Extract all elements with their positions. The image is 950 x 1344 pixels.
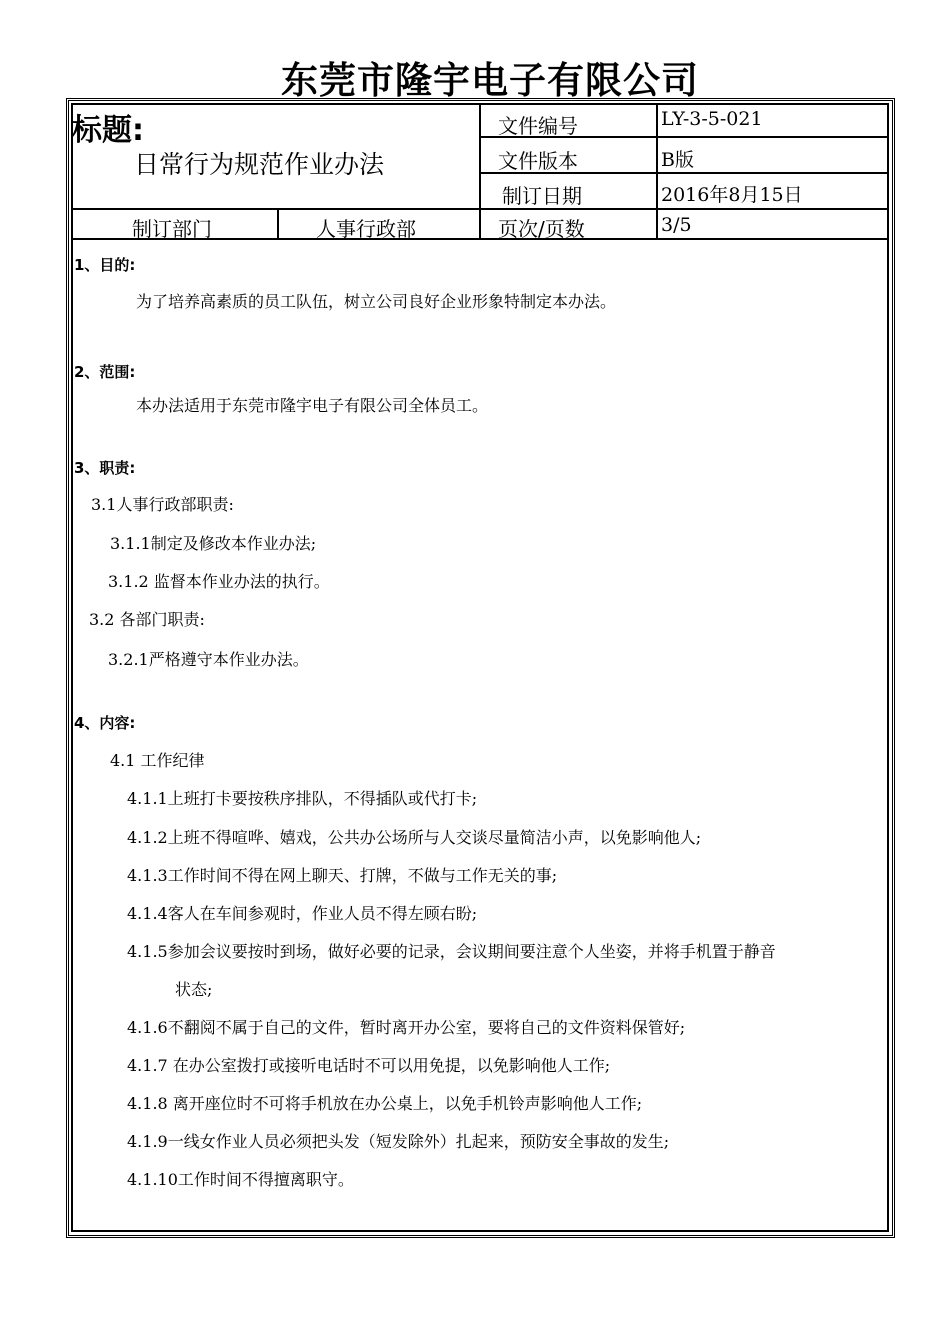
rule-item: 4.1.5参加会议要按时到场，做好必要的记录，会议期间要注意个人坐姿，并将手机置于静音 [127, 942, 776, 961]
rule-item: 4.1.7 在办公室拨打或接听电话时不可以用免提，以免影响他人工作; [127, 1056, 611, 1075]
purpose-text: 为了培养高素质的员工队伍，树立公司良好企业形象特制定本办法。 [136, 292, 617, 311]
rule-item: 4.1.4客人在车间参观时，作业人员不得左顾右盼; [127, 904, 478, 923]
document-title: 日常行为规范作业办法 [134, 150, 385, 179]
content-heading: 4、内容: [74, 714, 136, 732]
table-divider [656, 103, 658, 239]
content-subheading: 4.1 工作纪律 [110, 751, 205, 770]
rule-item: 4.1.6不翻阅不属于自己的文件，暂时离开办公室，要将自己的文件资料保管好; [127, 1018, 686, 1037]
page-value: 3/5 [661, 214, 692, 236]
purpose-heading: 1、目的: [74, 256, 136, 274]
version-label: 文件版本 [498, 149, 578, 173]
title-label: 标题: [72, 113, 144, 148]
date-label: 制订日期 [502, 184, 582, 208]
date-value: 2016年8月15日 [661, 184, 803, 206]
rule-item: 4.1.1上班打卡要按秩序排队，不得插队或代打卡; [127, 789, 478, 808]
page-label: 页次/页数 [498, 217, 585, 241]
duty-item: 3.1人事行政部职责: [91, 495, 234, 514]
scope-text: 本办法适用于东莞市隆宇电子有限公司全体员工。 [136, 396, 489, 415]
duties-heading: 3、职责: [74, 459, 136, 477]
table-divider [479, 103, 481, 239]
rule-item: 4.1.2上班不得喧哗、嬉戏，公共办公场所与人交谈尽量简洁小声，以免影响他人; [127, 828, 702, 847]
rule-item: 4.1.8 离开座位时不可将手机放在办公桌上，以免手机铃声影响他人工作; [127, 1094, 643, 1113]
scope-heading: 2、范围: [74, 363, 136, 381]
company-name: 东莞市隆宇电子有限公司 [281, 59, 699, 102]
dept-label: 制订部门 [132, 217, 212, 241]
table-divider [277, 209, 279, 239]
rule-item: 4.1.9一线女作业人员必须把头发（短发除外）扎起来，预防安全事故的发生; [127, 1132, 670, 1151]
dept-value: 人事行政部 [316, 217, 416, 241]
rule-item: 4.1.10工作时间不得擅离职守。 [127, 1170, 354, 1189]
file-no-label: 文件编号 [498, 114, 578, 138]
duty-item: 3.2 各部门职责: [89, 610, 205, 629]
version-value: B版 [661, 149, 694, 171]
file-no-value: LY-3-5-021 [661, 108, 763, 130]
rule-item: 4.1.3工作时间不得在网上聊天、打牌，不做与工作无关的事; [127, 866, 558, 885]
duty-item: 3.1.1制定及修改本作业办法; [110, 534, 317, 553]
table-divider [71, 208, 889, 210]
rule-item-continuation: 状态; [175, 980, 213, 999]
duty-item: 3.2.1严格遵守本作业办法。 [108, 650, 309, 669]
duty-item: 3.1.2 监督本作业办法的执行。 [108, 572, 330, 591]
